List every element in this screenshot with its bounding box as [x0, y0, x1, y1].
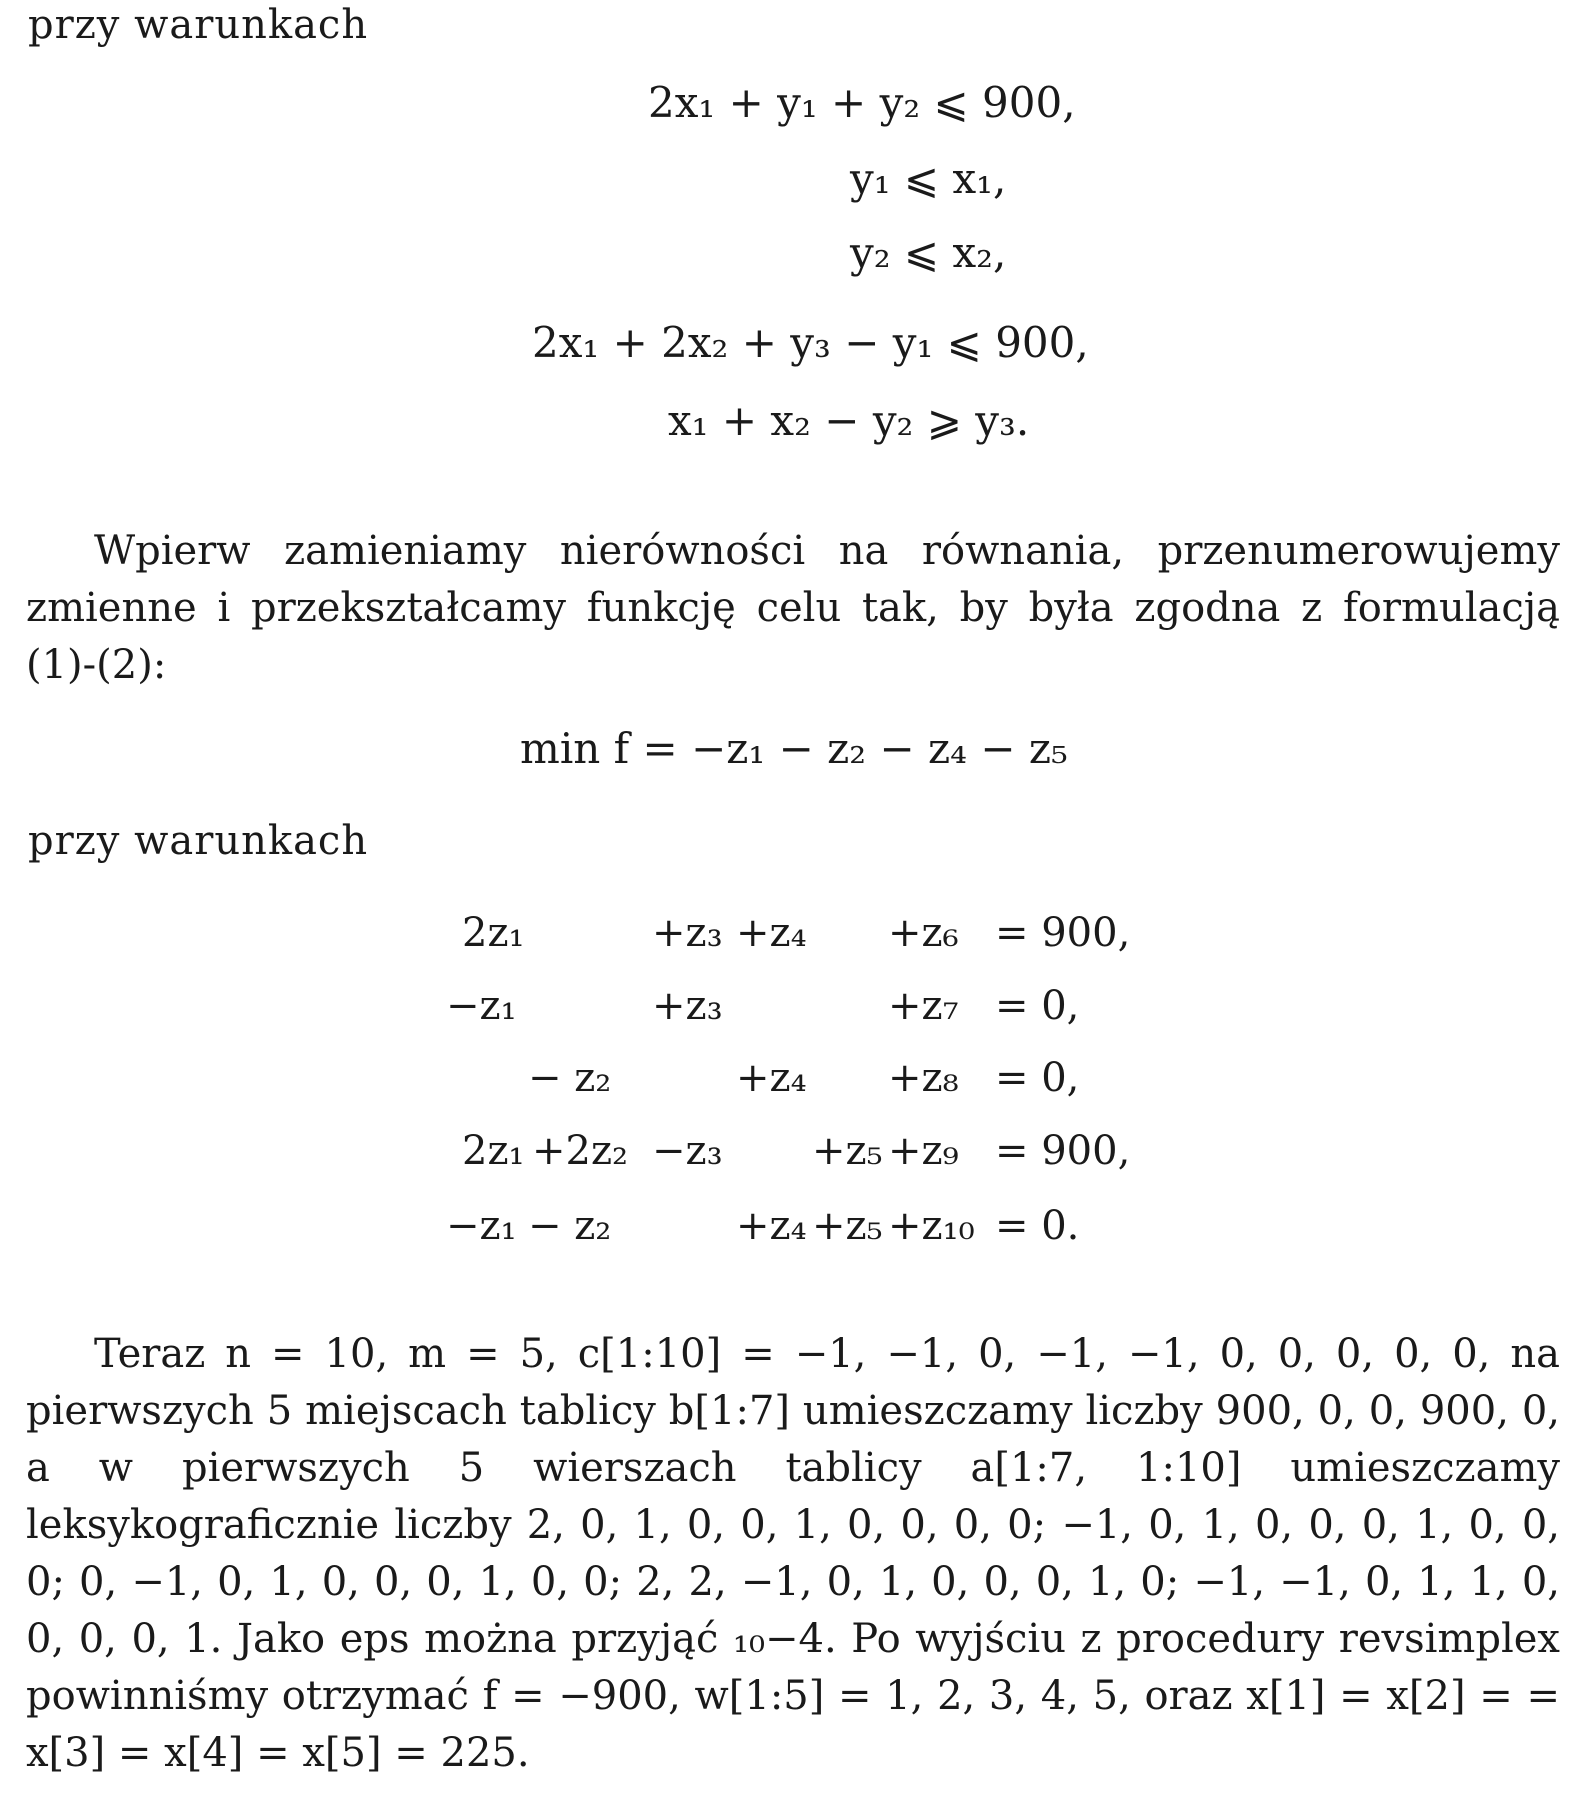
eq-row-5-col-2: − z₂	[528, 1203, 612, 1249]
eq-row-1-col-3: +z₃	[652, 910, 723, 956]
paragraph-parameters	[26, 1326, 1560, 1782]
eq-row-5-col-1: −z₁	[446, 1203, 517, 1249]
eq-row-4-col-5: +z₅	[812, 1128, 883, 1174]
objective-function: min f = −z₁ − z₂ − z₄ − z₅	[520, 724, 1068, 773]
paragraph-transform-text: Wpierw zamieniamy nierówności na równania, przenumerowujemy zmienne i przekształcamy funkcję celu tak, by była zgodna z formulacją (1)-(2):	[26, 528, 1560, 688]
eq-row-1-col-4: +z₄	[736, 910, 807, 956]
eq-row-3-rhs: = 0,	[995, 1055, 1080, 1101]
inequality-5: x₁ + x₂ − y₂ ⩾ y₃.	[668, 396, 1030, 445]
eq-row-5-col-5: +z₅	[812, 1203, 883, 1249]
eq-row-3-col-4: +z₄	[736, 1055, 807, 1101]
inequality-1: 2x₁ + y₁ + y₂ ⩽ 900,	[648, 78, 1076, 127]
eq-row-1-col-1: 2z₁	[462, 910, 525, 956]
lead-text-conditions: przy warunkach	[28, 2, 369, 48]
eq-row-5-rhs: = 0.	[995, 1203, 1080, 1249]
inequality-2: y₁ ⩽ x₁,	[850, 154, 1007, 203]
eq-row-4-rhs: = 900,	[995, 1128, 1131, 1174]
inequality-4: 2x₁ + 2x₂ + y₃ − y₁ ⩽ 900,	[532, 318, 1089, 367]
eq-row-1-col-6: +z₆	[888, 910, 959, 956]
eq-row-5-col-6: +z₁₀	[888, 1203, 975, 1249]
eq-row-1-rhs: = 900,	[995, 910, 1131, 956]
paragraph-parameters-text: Teraz n = 10, m = 5, c[1:10] = −1, −1, 0, −1, −1, 0, 0, 0, 0, 0, na pierwszych 5 miejscach tablicy b[1:7] umieszczamy liczby 900, 0, 0, 900, 0, a w pierwszych 5 wierszach tablicy a[1:7, 1:10] umieszczamy leksykograficznie liczby 2, 0, 1, 0, 0, 1, 0, 0, 0, 0; −1, 0, 1, 0, 0, 0, 1, 0, 0, 0; 0, −1, 0, 1, 0, 0, 0, 1, 0, 0; 2, 2, −1, 0, 1, 0, 0, 0, 1, 0; −1, −1, 0, 1, 1, 0, 0, 0, 0, 1. Jako eps można przyjąć ₁₀−4. Po wyjściu z procedury revsimplex powinniśmy otrzymać f = −900, w[1:5] = 1, 2, 3, 4, 5, oraz x[1] = x[2] = = x[3] = x[4] = x[5] = 225.	[26, 1331, 1560, 1776]
eq-row-4-col-3: −z₃	[652, 1128, 723, 1174]
eq-row-2-rhs: = 0,	[995, 983, 1080, 1029]
eq-row-4-col-2: +2z₂	[532, 1128, 629, 1174]
eq-row-4-col-1: 2z₁	[462, 1128, 525, 1174]
eq-row-3-col-6: +z₈	[888, 1055, 959, 1101]
eq-row-5-col-4: +z₄	[736, 1203, 807, 1249]
eq-row-2-col-3: +z₃	[652, 983, 723, 1029]
inequality-3: y₂ ⩽ x₂,	[850, 228, 1007, 277]
eq-row-4-col-6: +z₉	[888, 1128, 959, 1174]
lead-text-conditions-2: przy warunkach	[28, 818, 369, 864]
paragraph-transform	[26, 523, 1560, 694]
eq-row-3-col-2: − z₂	[528, 1055, 612, 1101]
eq-row-2-col-1: −z₁	[446, 983, 517, 1029]
eq-row-2-col-6: +z₇	[888, 983, 959, 1029]
